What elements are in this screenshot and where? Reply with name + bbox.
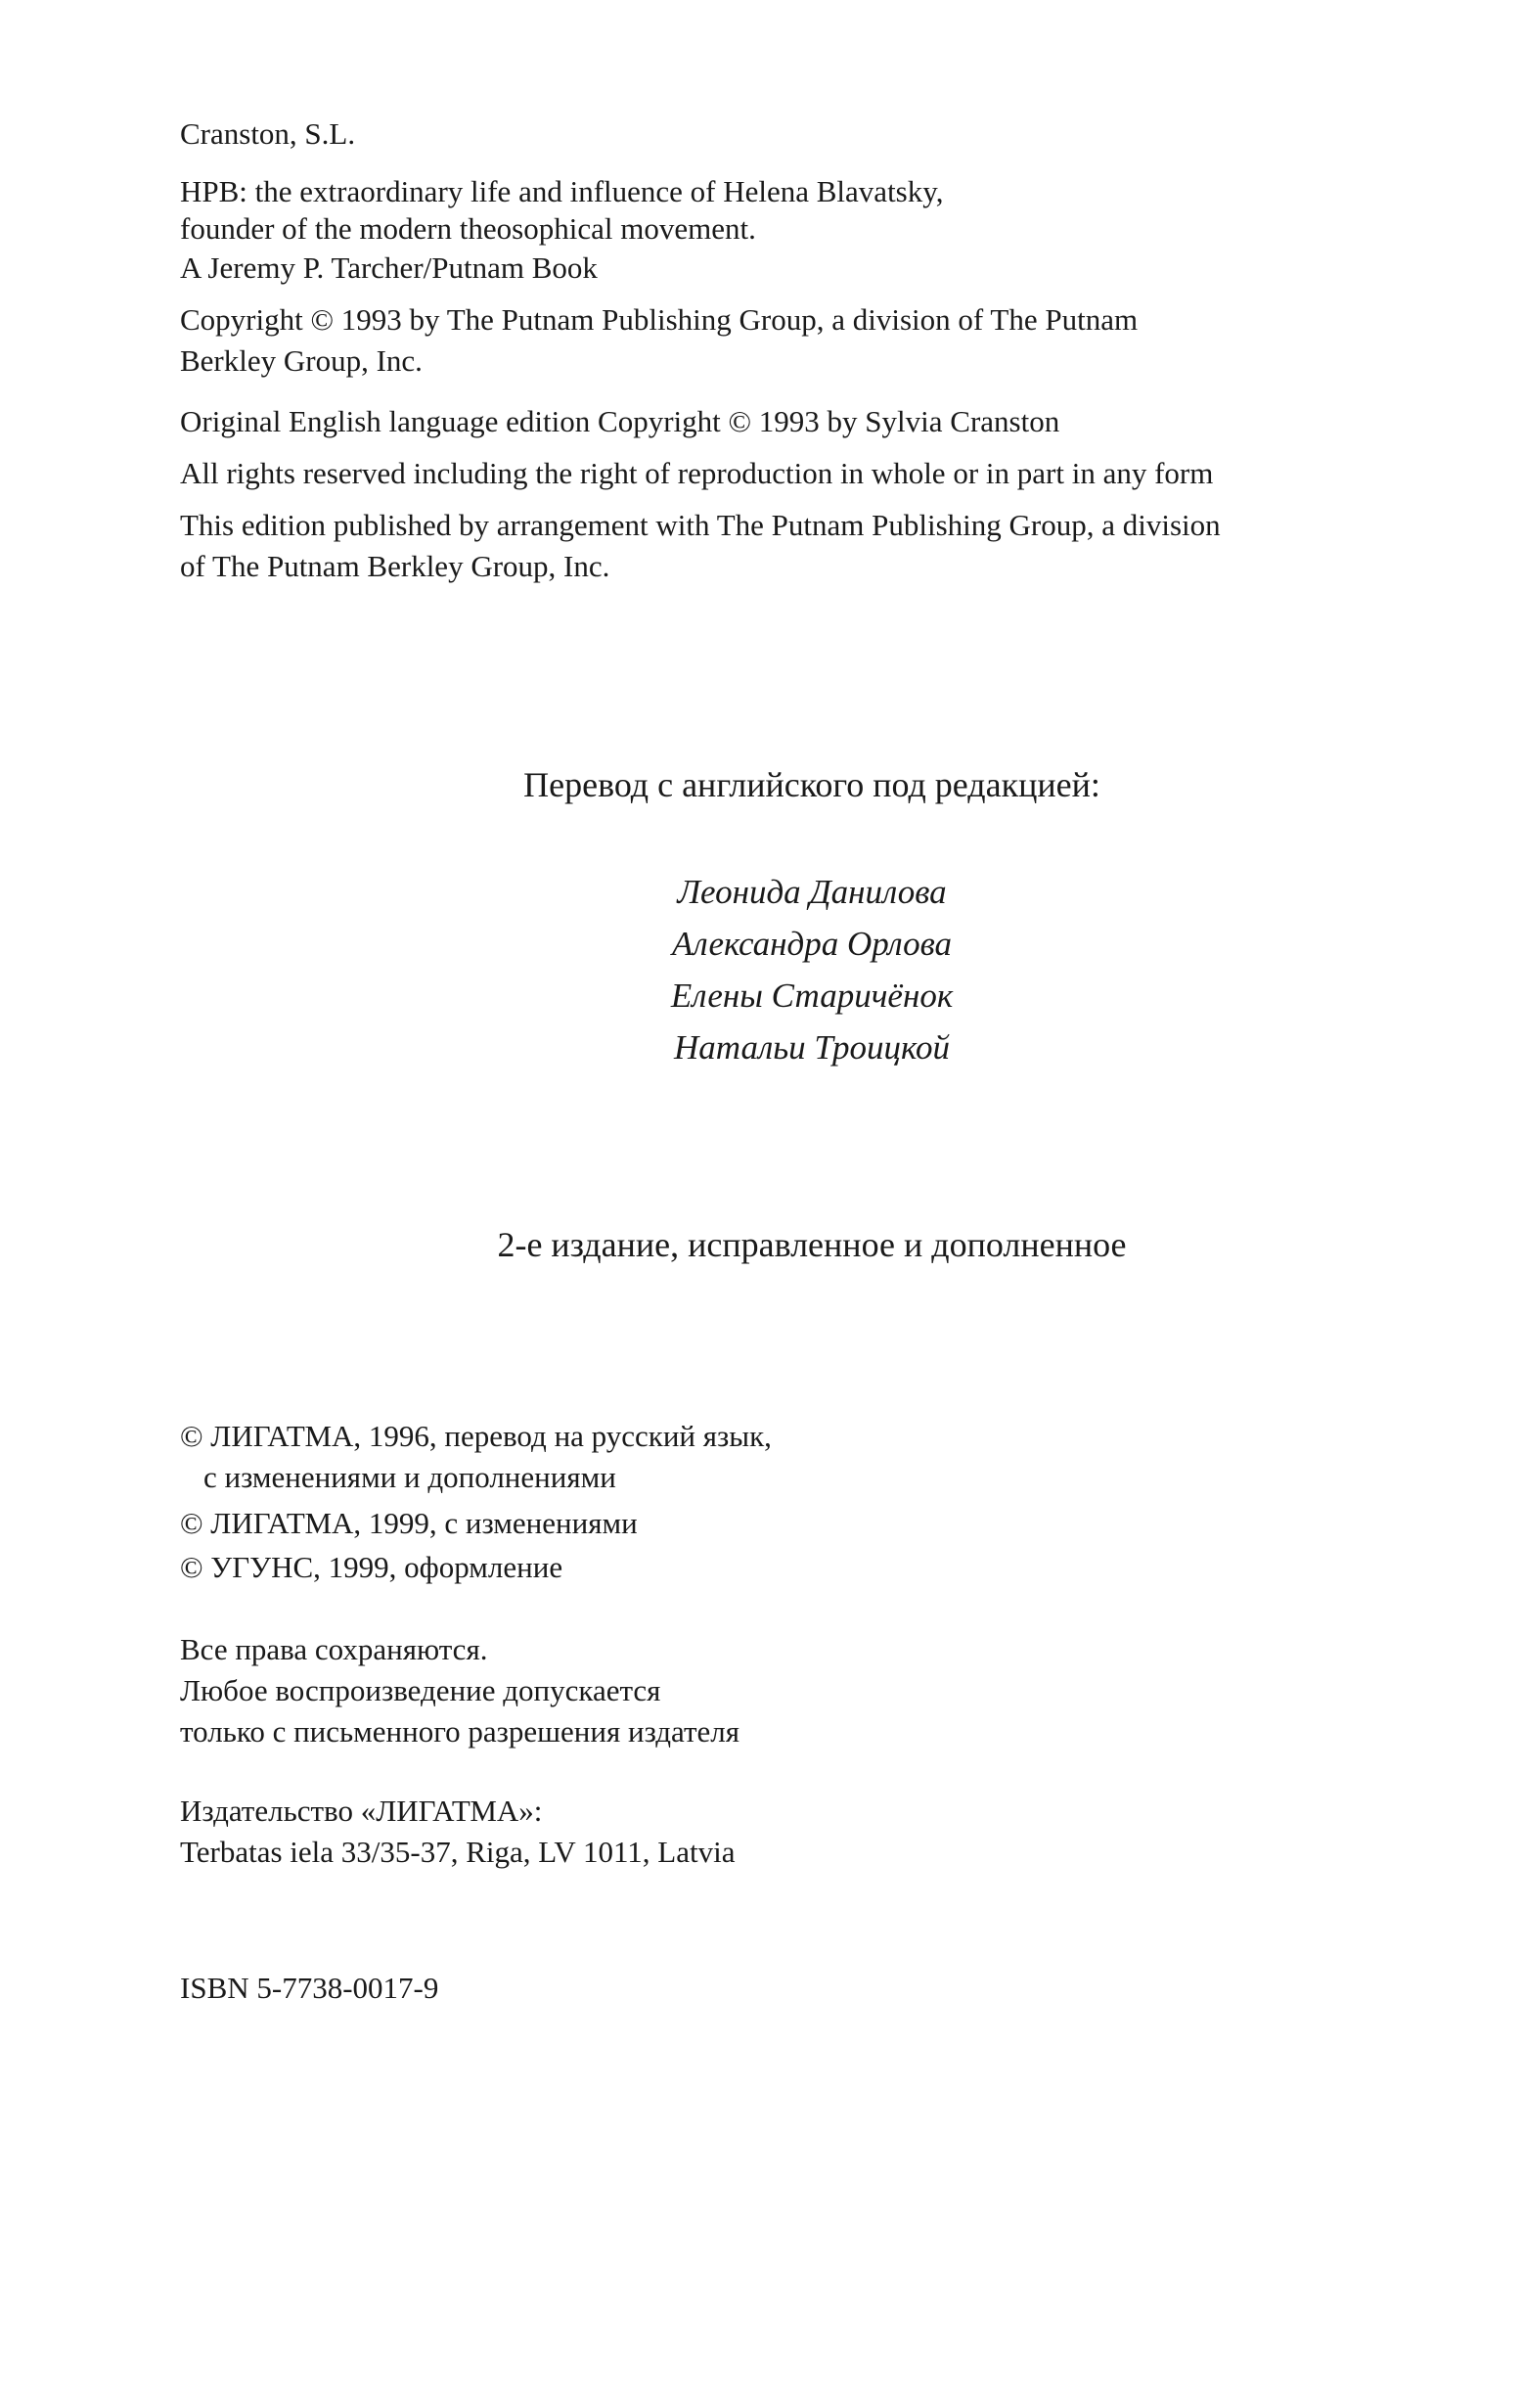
editor-name: Александра Орлова (671, 925, 953, 963)
isbn: ISBN 5-7738-0017-9 (180, 1971, 439, 2005)
copyright-line: Berkley Group, Inc. (180, 343, 423, 378)
arrangement-line: This edition published by arrangement with The Putnam Publishing Group, a division (180, 508, 1221, 542)
title-line: founder of the modern theosophical movement. (180, 211, 756, 246)
rights-ru-line: только с письменного разрешения издателя (180, 1714, 740, 1749)
copyright-ru-line: © УГУНС, 1999, оформление (180, 1550, 563, 1584)
publisher-line: Издательство «ЛИГАТМА»: (180, 1794, 543, 1828)
copyright-ru-line: © ЛИГАТМА, 1999, с изменениями (180, 1506, 638, 1540)
original-edition-line: Original English language edition Copyright © 1993 by Sylvia Cranston (180, 404, 1060, 438)
rights-line: All rights reserved including the right of reproduction in whole or in part in any form (180, 456, 1214, 490)
editor-name: Леонида Данилова (677, 873, 947, 911)
author-line: Cranston, S.L. (180, 116, 356, 151)
rights-ru-line: Все права сохраняются. (180, 1632, 488, 1666)
copyright-line: Copyright © 1993 by The Putnam Publishing Group, a division of The Putnam (180, 302, 1139, 337)
editor-name: Натальи Троицкой (673, 1028, 951, 1067)
title-line: HPB: the extraordinary life and influence of Helena Blavatsky, (180, 174, 944, 208)
title-line: A Jeremy P. Tarcher/Putnam Book (180, 250, 598, 285)
edition-line: 2-е издание, исправленное и дополненное (497, 1225, 1127, 1264)
translation-heading: Перевод с английского под редакцией: (523, 765, 1100, 804)
publisher-address: Terbatas iela 33/35-37, Riga, LV 1011, Latvia (180, 1835, 736, 1869)
rights-ru-line: Любое воспроизведение допускается (180, 1673, 661, 1707)
arrangement-line: of The Putnam Berkley Group, Inc. (180, 549, 610, 583)
copyright-ru-line: с изменениями и дополнениями (203, 1460, 616, 1494)
editor-name: Елены Старичёнок (670, 977, 954, 1015)
copyright-ru-line: © ЛИГАТМА, 1996, перевод на русский язык, (180, 1419, 772, 1453)
